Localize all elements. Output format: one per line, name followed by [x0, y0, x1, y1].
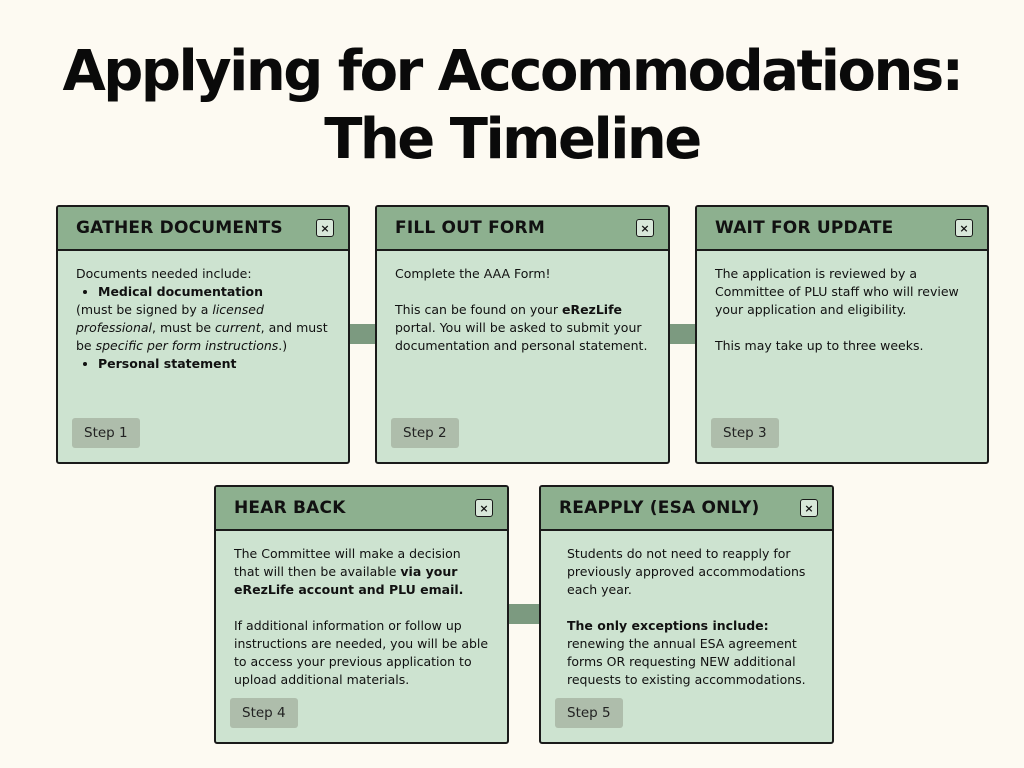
card-text: If additional information or follow up instructions are needed, you will be able to access your previous application to upload additional materials. — [234, 618, 489, 687]
card-body — [216, 531, 507, 689]
card-header — [216, 487, 507, 531]
step-badge: Step 2 — [391, 418, 459, 448]
card-title: HEAR BACK — [234, 498, 346, 518]
document-list — [76, 355, 330, 373]
step-badge: Step 4 — [230, 698, 298, 728]
card-text: Documents needed include: — [76, 266, 252, 281]
card-body — [58, 251, 348, 373]
card-text: Complete the AAA Form! — [395, 266, 551, 281]
close-icon[interactable]: × — [316, 219, 334, 237]
connector-1-2 — [348, 324, 378, 344]
card-header — [697, 207, 987, 251]
close-icon[interactable]: × — [636, 219, 654, 237]
card-header — [377, 207, 668, 251]
step-card-3 — [695, 205, 989, 464]
card-title: WAIT FOR UPDATE — [715, 218, 894, 238]
step-badge: Step 1 — [72, 418, 140, 448]
card-text: Students do not need to reapply for previously approved accommodations each year. — [567, 546, 806, 597]
list-item: • Medical documentation — [98, 283, 330, 301]
card-text: This can be found on your eRezLife portal. You will be asked to submit your documentation and personal statement. — [395, 302, 648, 353]
card-header — [58, 207, 348, 251]
card-title: REAPPLY (ESA ONLY) — [559, 498, 760, 518]
card-body — [697, 251, 987, 355]
card-text: This may take up to three weeks. — [715, 338, 924, 353]
step-card-1 — [56, 205, 350, 464]
close-icon[interactable]: × — [955, 219, 973, 237]
card-text: The application is reviewed by a Committee of PLU staff who will review your application and eligibility. — [715, 266, 959, 317]
step-badge: Step 5 — [555, 698, 623, 728]
page-title — [0, 38, 1024, 174]
close-icon[interactable]: × — [800, 499, 818, 517]
page-title-line-2: The Timeline — [324, 107, 700, 172]
document-list — [76, 283, 330, 301]
card-title: FILL OUT FORM — [395, 218, 545, 238]
card-note: (must be signed by a licensed professional, must be current, and must be specific per form instructions.) — [76, 302, 328, 353]
list-item: • Personal statement — [98, 355, 330, 373]
card-title: GATHER DOCUMENTS — [76, 218, 283, 238]
step-card-4 — [214, 485, 509, 744]
card-body — [377, 251, 668, 355]
page-title-line-1: Applying for Accommodations: — [62, 39, 962, 104]
card-header — [541, 487, 832, 531]
step-card-2 — [375, 205, 670, 464]
close-icon[interactable]: × — [475, 499, 493, 517]
card-text: The only exceptions include: renewing the annual ESA agreement forms OR requesting NEW additional requests to existing accommodations. — [567, 618, 806, 687]
step-card-5 — [539, 485, 834, 744]
card-body — [541, 531, 832, 689]
card-text: The Committee will make a decision that will then be available via your eRezLife account and PLU email. — [234, 546, 464, 597]
connector-4-5 — [507, 604, 541, 624]
step-badge: Step 3 — [711, 418, 779, 448]
connector-2-3 — [668, 324, 698, 344]
